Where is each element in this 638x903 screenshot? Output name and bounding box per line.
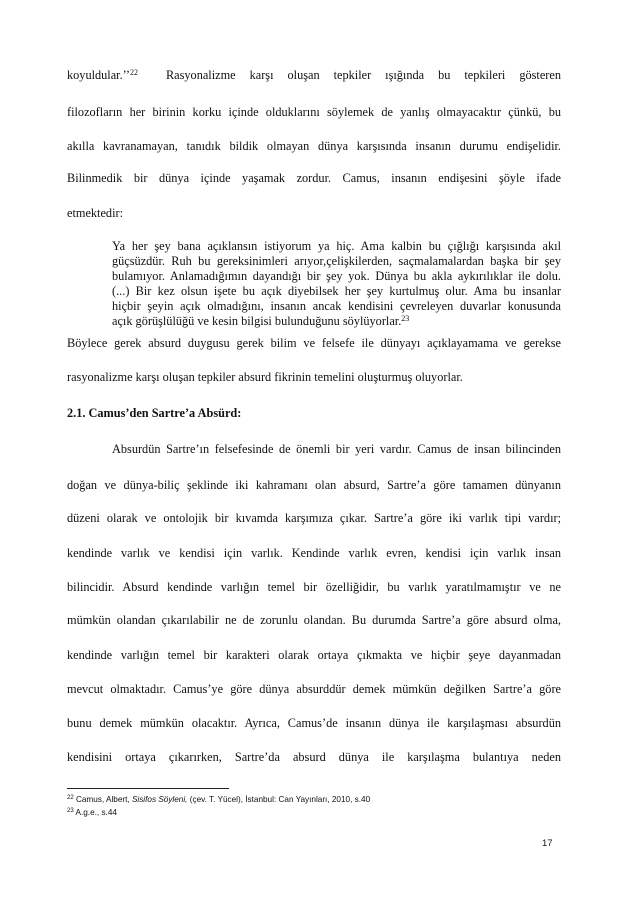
paragraph-3-line-3: düzeni olarak ve ontolojik bir kıvamda karşımıza çıkar. Sartre’a göre iki varlık tipi vardır; <box>67 511 561 525</box>
paragraph-3-line-9: bunu demek mümkün olacaktır. Ayrıca, Camus’de insanın dünya ile karşılaşması absurdün <box>67 716 561 730</box>
paragraph-3-line-4: kendinde varlık ve kendisi için varlık. Kendinde varlık evren, kendisi için varlık insan <box>67 546 561 560</box>
page-number: 17 <box>542 838 553 849</box>
footnote-23 <box>67 808 117 817</box>
paragraph-1-line-3: akılla kavranamayan, tanıdık bildik olmayan dünya karşısında insanın durumu endişelidir. <box>67 139 561 153</box>
paragraph-3-line-7: kendinde varlığın temel bir karakteri olarak ortaya çıkmakta ve hiçbir şeye dayanmadan <box>67 648 561 662</box>
paragraph-3-line-2: doğan ve dünya-biliç şeklinde iki kahramanı olan absurd, Sartre’a göre tamamen dünyanın <box>67 478 561 492</box>
paragraph-3-line-5: bilincidir. Absurd kendinde varlığın temel bir özelliğidir, bu varlık yaratılmamıştır ve ne <box>67 580 561 594</box>
paragraph-2-line-1: Böylece gerek absurd duygusu gerek bilim ve felsefe ile dünyayı açıklayamama ve gerekse <box>67 336 561 350</box>
quote-line-5: hiçbir şeyin açık olmadığını, insanın ancak kendisini çevreleyen duvarlar konusunda <box>112 299 561 313</box>
footnote-22-publication: (çev. T. Yücel), İstanbul: Can Yayınları, 2010, s.40 <box>187 795 371 804</box>
footnote-22-number: 22 <box>67 795 74 801</box>
paragraph-3-line-10: kendisini ortaya çıkarırken, Sartre’da absurd dünya ile karşılaşma bulantıya neden <box>67 750 561 764</box>
quote-line-6 <box>112 314 561 328</box>
paragraph-1-line-5: etmektedir: <box>67 206 123 220</box>
paragraph-3-line-1: Absurdün Sartre’ın felsefesinde de önemli bir yeri vardır. Camus de insan bilincinden <box>112 442 561 456</box>
footnote-23-number: 23 <box>67 808 74 814</box>
quote-line-2: güçsüzdür. Ruh bu gereksinimleri arıyor,çelişkilerden, saçmalamalardan başka bir şey <box>112 254 561 268</box>
paragraph-1-line-1-start: koyuldular.’’ <box>67 68 130 82</box>
paragraph-2-line-2: rasyonalizme karşı oluşan tepkiler absurd fikrinin temelini oluşturmuş oluyorlar. <box>67 370 463 384</box>
paragraph-1-line-1-rest: Rasyonalizme karşı oluşan tepkiler ışığında bu tepkileri gösteren <box>165 68 561 82</box>
paragraph-3-line-8: mevcut olmaktadır. Camus’ye göre dünya absurddür demek mümkün değilken Sartre’a göre <box>67 682 561 696</box>
footnote-separator <box>67 788 229 789</box>
footnote-22 <box>67 795 370 804</box>
paragraph-1-line-2: filozofların her birinin korku içinde olduklarını söylemek de yanlış olmayacaktır çünkü, bu <box>67 105 561 119</box>
paragraph-3-line-6: mümkün olandan çıkarılabilir ne de zorunlu olandan. Bu durumda Sartre’a göre absurd olma, <box>67 613 561 627</box>
quote-line-1: Ya her şey bana açıklansın istiyorum ya hiç. Ama kalbin bu çığlığı karşısında akıl <box>112 239 561 253</box>
section-heading: 2.1. Camus’den Sartre’a Absürd: <box>67 406 242 420</box>
footnote-ref-22[interactable]: 22 <box>129 68 138 77</box>
footnote-23-text: A.g.e., s.44 <box>75 808 117 817</box>
quote-line-6-text: açık görüşlülüğü ve kesin bilgisi bulunduğunu söylüyorlar. <box>112 314 402 328</box>
footnote-22-author: Camus, Albert, <box>75 795 132 804</box>
footnote-ref-23[interactable]: 23 <box>401 314 410 323</box>
paragraph-1-line-1 <box>67 68 561 82</box>
quote-line-4: (...) Bir kez olsun işete bu açık diyebilsek her şey kurtulmuş olur. Ama bu insanlar <box>112 284 561 298</box>
footnote-22-title: Sisifos Söyleni, <box>131 795 188 804</box>
paragraph-1-line-4: Bilinmedik bir dünya içinde yaşamak zordur. Camus, insanın endişesini şöyle ifade <box>67 171 561 185</box>
quote-line-3: bulamıyor. Anlamadığımın dayandığı bir şey yok. Dünya bu akla aykırılıklar ile dolu. <box>112 269 561 283</box>
